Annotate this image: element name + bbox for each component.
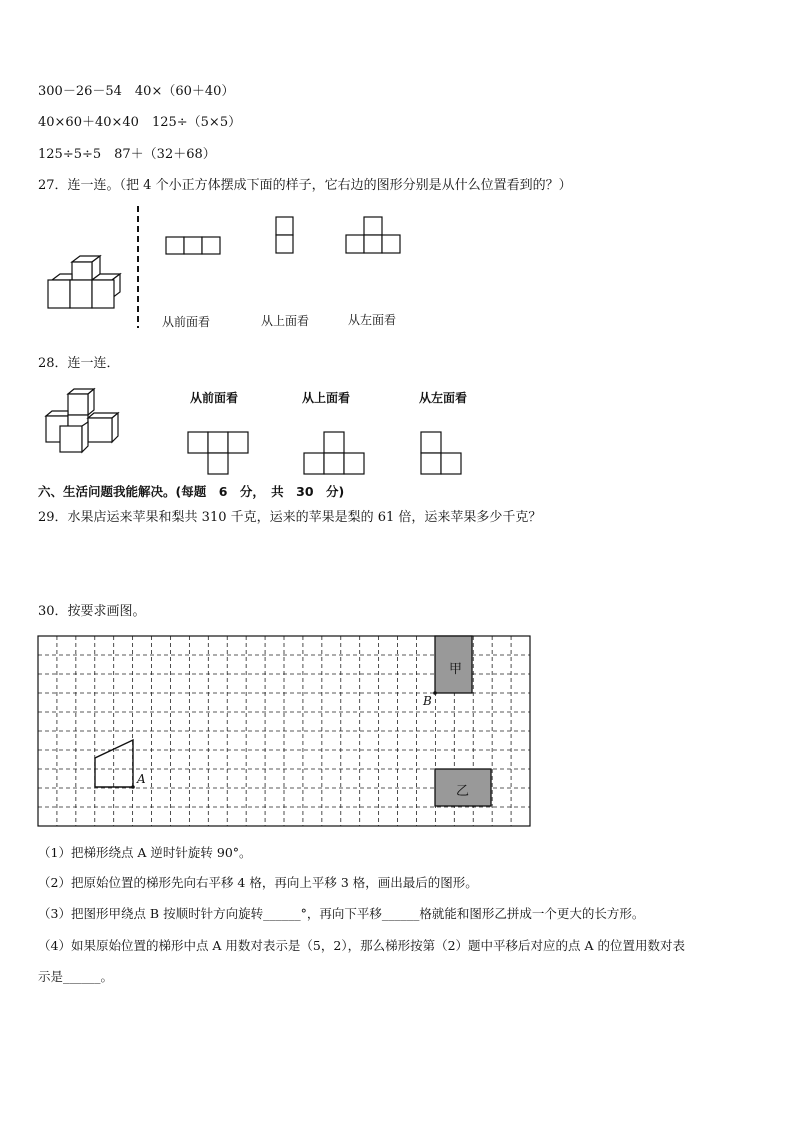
q28-label-front: 从前面看: [190, 391, 239, 405]
q30-sub-4-line-1: （4）如果原始位置的梯形中点 A 用数对表示是（5，2），那么梯形按第（2）题中平移后对应的点 A 的位置用数对表: [38, 938, 686, 953]
q30-sub-4-line-2: 示是______。: [38, 969, 114, 984]
calc-row-3: 125÷5÷5 87＋（32＋68）: [38, 147, 216, 162]
q27-label-top: 从上面看: [261, 314, 310, 328]
q27-view-top-shape: [275, 216, 295, 256]
q27-label-front: 从前面看: [162, 315, 211, 329]
point-b: [433, 691, 437, 695]
point-a: [131, 785, 135, 789]
q30-text: 30．按要求画图。: [38, 604, 146, 619]
q27-dashed-divider: [136, 206, 140, 328]
q28-cube-figure: [42, 388, 126, 456]
q28-view-top-shape: [304, 432, 368, 476]
q30-grid: [38, 636, 530, 826]
shape-jia-label: 甲: [449, 662, 463, 677]
q27-label-left: 从左面看: [348, 313, 397, 327]
calc-row-1: 300－26－54 40×（60＋40）: [38, 84, 235, 99]
point-b-label: B: [423, 694, 432, 708]
q30-sub-2: （2）把原始位置的梯形先向右平移 4 格，再向上平移 3 格，画出最后的图形。: [38, 875, 478, 890]
q30-sub-3: （3）把图形甲绕点 B 按顺时针方向旋转______°，再向下平移______格就能和图形乙拼成一个更大的长方形。: [38, 906, 645, 921]
q30-sub-1: （1）把梯形绕点 A 逆时针旋转 90°。: [38, 845, 252, 860]
q27-cube-stack-figure: [44, 250, 124, 314]
q28-label-left: 从左面看: [419, 391, 468, 405]
section-6-title: 六、生活问题我能解决。(每题 6 分， 共 30 分): [38, 484, 345, 499]
q28-view-front-shape: [188, 432, 252, 476]
point-a-label: A: [137, 772, 146, 786]
trapezoid: [95, 740, 133, 787]
q29-text: 29．水果店运来苹果和梨共 310 千克，运来的苹果是梨的 61 倍，运来苹果多少千克？: [38, 510, 542, 525]
q28-label-top: 从上面看: [302, 391, 351, 405]
shape-yi-label: 乙: [456, 784, 470, 799]
q28-text: 28．连一连．: [38, 356, 120, 371]
q27-view-left-shape: [346, 216, 404, 256]
q27-view-front-shape: [166, 236, 222, 256]
q28-view-left-shape: [421, 432, 465, 476]
calc-row-2: 40×60＋40×40 125÷（5×5）: [38, 115, 242, 130]
q27-text: 27．连一连。（把 4 个小正方体摆成下面的样子，它右边的图形分别是从什么位置看到的？）: [38, 178, 572, 193]
